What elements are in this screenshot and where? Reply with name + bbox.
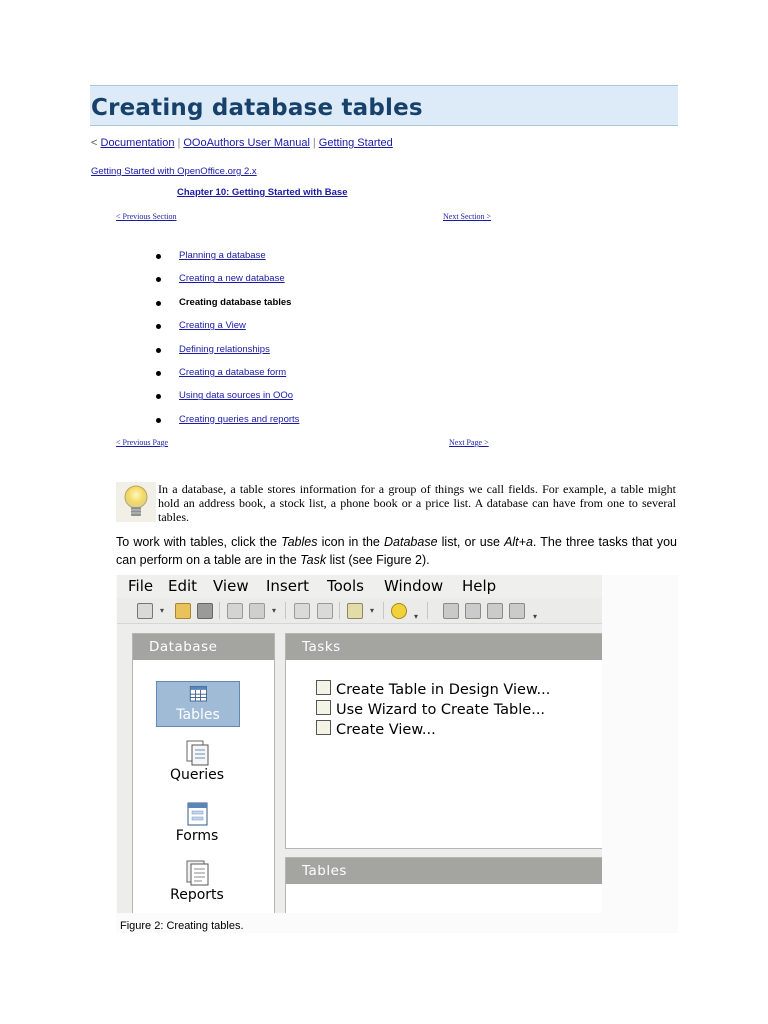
breadcrumb-documentation-link[interactable]: Documentation <box>100 137 175 149</box>
new-document-icon[interactable] <box>137 603 153 619</box>
sort-descending-icon[interactable] <box>317 603 333 619</box>
tip-note <box>116 482 678 526</box>
database-item-label: Reports <box>170 887 224 903</box>
menu-insert[interactable]: Insert <box>266 577 310 595</box>
rename-object-icon[interactable] <box>509 603 525 619</box>
queries-icon <box>183 739 211 767</box>
toc-item <box>150 246 299 269</box>
menu-file[interactable]: File <box>128 577 154 595</box>
design-view-icon <box>316 680 331 695</box>
forms-icon <box>183 800 211 828</box>
menu-help[interactable]: Help <box>462 577 497 595</box>
toc-item-current <box>150 293 299 316</box>
sort-ascending-icon[interactable] <box>294 603 310 619</box>
open-folder-icon[interactable] <box>175 603 191 619</box>
dropdown-arrow-icon[interactable]: ▾ <box>370 606 375 615</box>
toc-item <box>150 386 299 409</box>
toc-link-new-database[interactable]: Creating a new database <box>179 273 285 285</box>
copy-icon[interactable] <box>227 603 243 619</box>
figure-2 <box>116 575 678 933</box>
toolbar-separator <box>427 602 428 619</box>
task-create-table-wizard[interactable]: Use Wizard to Create Table... <box>316 700 545 718</box>
database-item-reports[interactable] <box>156 859 238 903</box>
reports-icon <box>183 859 211 887</box>
next-page-link[interactable]: Next Page > <box>449 438 489 447</box>
toc-item <box>150 269 299 292</box>
database-item-forms[interactable] <box>156 800 238 844</box>
dropdown-arrow-icon[interactable]: ▾ <box>533 612 538 621</box>
previous-section-link[interactable]: < Previous Section <box>116 212 177 221</box>
chapter-link[interactable]: Chapter 10: Getting Started with Base <box>177 187 348 198</box>
tables-icon <box>184 683 212 707</box>
menu-view[interactable]: View <box>213 577 249 595</box>
help-icon[interactable] <box>391 603 407 619</box>
toc-item <box>150 340 299 363</box>
dropdown-arrow-icon[interactable]: ▾ <box>272 606 277 615</box>
previous-page-link[interactable]: < Previous Page <box>116 438 169 447</box>
tables-pane <box>285 857 602 913</box>
task-create-table-design[interactable]: Create Table in Design View... <box>316 680 550 698</box>
toc-item <box>150 316 299 339</box>
lightbulb-icon <box>116 482 156 522</box>
database-pane-header: Database <box>133 634 274 660</box>
section-list <box>150 246 299 433</box>
database-item-label: Tables <box>176 707 220 723</box>
menu-window[interactable]: Window <box>384 577 444 595</box>
task-create-view[interactable]: Create View... <box>316 720 436 738</box>
breadcrumb-separator: | <box>312 137 316 149</box>
database-item-label: Forms <box>175 828 219 844</box>
toc-link-relationships[interactable]: Defining relationships <box>179 343 270 355</box>
breadcrumb <box>91 137 393 149</box>
tasks-pane <box>285 633 602 849</box>
paste-icon[interactable] <box>249 603 265 619</box>
tip-text: In a database, a table stores information for a group of things we call fields. For example, a table might hold an address book, a stock list, a phone book or a price list. A database can have from one to several tables. <box>158 482 676 524</box>
menu-edit[interactable]: Edit <box>168 577 198 595</box>
figure-caption: Figure 2: Creating tables. <box>120 920 244 932</box>
database-item-label: Queries <box>169 767 225 783</box>
toc-link-planning[interactable]: Planning a database <box>179 250 266 261</box>
tables-pane-header: Tables <box>286 858 602 884</box>
delete-object-icon[interactable] <box>487 603 503 619</box>
toolbar-separator <box>285 602 286 619</box>
database-pane <box>132 633 275 913</box>
toc-link-view[interactable]: Creating a View <box>179 320 246 332</box>
toc-item <box>150 410 299 433</box>
toc-link-data-sources[interactable]: Using data sources in OOo <box>179 390 294 402</box>
toc-link-queries-reports[interactable]: Creating queries and reports <box>179 413 300 425</box>
body-paragraph: To work with tables, click the Tables icon in the Database list, or use Alt+a. The three tasks that you can perform on a table are in the Task list (see Figure 2). <box>116 535 677 567</box>
menu-bar <box>117 575 602 598</box>
toc-current-label: Creating database tables <box>179 296 292 308</box>
next-section-link[interactable]: Next Section > <box>443 212 492 221</box>
breadcrumb-prefix: < <box>91 137 98 149</box>
dropdown-arrow-icon[interactable]: ▾ <box>160 606 165 615</box>
toolbar-separator <box>219 602 220 619</box>
open-object-icon[interactable] <box>443 603 459 619</box>
breadcrumb-getting-started-link[interactable]: Getting Started <box>318 137 393 149</box>
toolbar <box>117 598 602 624</box>
toc-item <box>150 363 299 386</box>
toolbar-separator <box>383 602 384 619</box>
tasks-pane-header: Tasks <box>286 634 602 660</box>
page-title: Creating database tables <box>91 95 423 121</box>
view-icon <box>316 720 331 735</box>
title-band <box>90 85 678 126</box>
breadcrumb-separator: | <box>177 137 181 149</box>
save-icon[interactable] <box>197 603 213 619</box>
database-item-queries[interactable] <box>156 739 238 783</box>
book-link[interactable]: Getting Started with OpenOffice.org 2.x <box>91 166 257 177</box>
dropdown-arrow-icon[interactable]: ▾ <box>414 612 419 621</box>
breadcrumb-manual-link[interactable]: OOoAuthors User Manual <box>183 137 310 149</box>
base-window-screenshot <box>117 575 602 913</box>
form-icon[interactable] <box>347 603 363 619</box>
edit-object-icon[interactable] <box>465 603 481 619</box>
toc-link-form[interactable]: Creating a database form <box>179 366 287 378</box>
toolbar-separator <box>339 602 340 619</box>
database-item-tables[interactable] <box>156 681 240 727</box>
menu-tools[interactable]: Tools <box>327 577 364 595</box>
wizard-icon <box>316 700 331 715</box>
